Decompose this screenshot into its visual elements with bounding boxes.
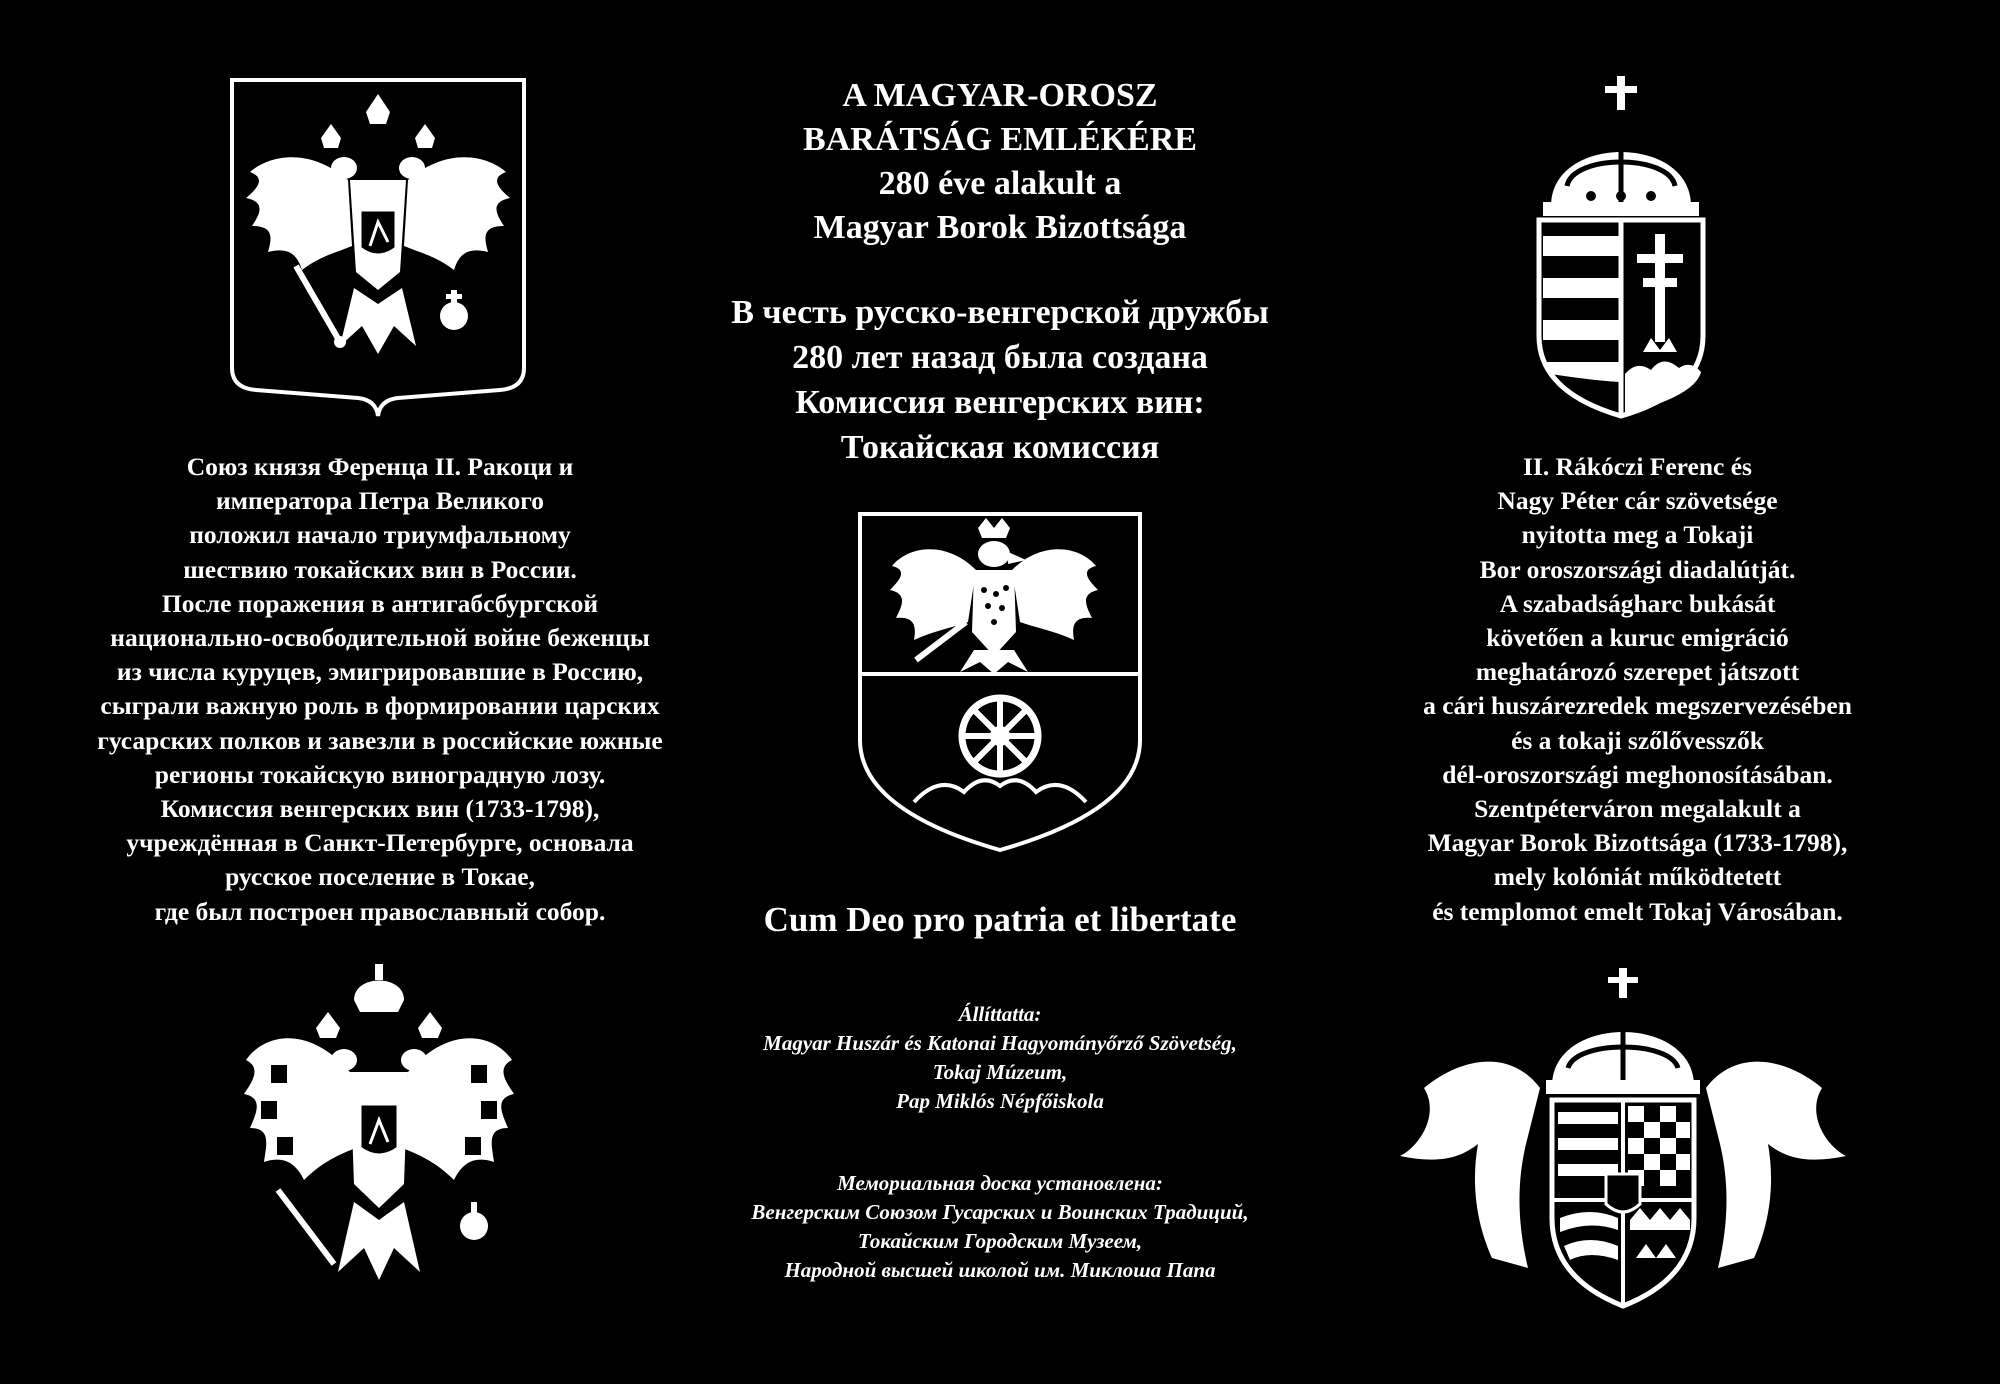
text-ru-line: императора Петра Великого (215, 486, 544, 516)
text-hu-line: és templomot emelt Tokaj Városában. (1432, 896, 1843, 926)
title-ru-line: В честь русско-венгерской дружбы (731, 294, 1269, 331)
text-hu-line: Magyar Borok Bizottsága (1733-1798), (1427, 828, 1848, 858)
russian-imperial-eagle-icon (238, 964, 520, 1308)
hungarian-coat-of-arms-icon (1533, 74, 1709, 420)
text-hu-line: Nagy Péter cár szövetsége (1497, 486, 1778, 516)
title-hu-line: 280 éve alakult a (878, 165, 1122, 202)
text-hu-line: és a tokaji szőlővesszők (1511, 725, 1764, 755)
title-ru-line: 280 лет назад была создана (792, 339, 1208, 376)
erected-hu-line: Magyar Huszár és Katonai Hagyományőrző Szövetség, (763, 1031, 1237, 1055)
motto-text: Cum Deo pro patria et libertate (763, 900, 1237, 939)
erected-hu-line: Állíttatta: (958, 1002, 1042, 1026)
text-ru-line: сыграли важную роль в формировании царских (100, 691, 660, 721)
erected-ru-line: Мемориальная доска установлена: (837, 1171, 1163, 1195)
text-hu-line: Szentpéterváron megalakult a (1474, 794, 1801, 824)
title-hu-line: Magyar Borok Bizottsága (813, 209, 1187, 246)
text-hu-line: mely kolóniát működtetett (1493, 862, 1782, 892)
text-hu-line: a cári huszárezredek megszervezésében (1423, 691, 1852, 721)
text-ru-line: учреждённая в Санкт-Петербурге, основала (126, 828, 634, 858)
erected-hu-line: Pap Miklós Népfőiskola (896, 1089, 1104, 1113)
body-text-hungarian (1365, 450, 1910, 929)
erected-hu-line: Tokaj Múzeum, (932, 1060, 1068, 1084)
text-hu-line: Bor oroszországi diadalútját. (1479, 554, 1796, 584)
title-russian (640, 290, 1360, 470)
erected-by-hungarian (700, 1000, 1300, 1116)
erected-ru-line: Венгерским Союзом Гусарских и Воинских Традиций, (751, 1200, 1249, 1224)
text-ru-line: гусарских полков и завезли в российские южные (97, 725, 663, 755)
text-hu-line: II. Rákóczi Ferenc és (1523, 452, 1752, 481)
russian-coat-of-arms-icon (228, 76, 528, 418)
hungarian-great-coat-of-arms-icon (1400, 968, 1846, 1314)
erected-ru-line: Токайским Городским Музеем, (857, 1229, 1143, 1253)
text-ru-line: регионы токайскую виноградную лозу. (154, 759, 606, 789)
text-hu-line: követően a kuruc emigráció (1486, 623, 1789, 653)
text-ru-line: русское поселение в Токае, (225, 862, 535, 892)
text-ru-line: Союз князя Ференца II. Ракоци и (186, 452, 574, 481)
text-ru-line: Комиссия венгерских вин (1733-1798), (160, 794, 600, 824)
text-ru-line: где был построен православный собор. (154, 896, 606, 926)
title-hu-line: BARÁTSÁG EMLÉKÉRE (803, 121, 1197, 158)
title-ru-line: Токайская комиссия (840, 429, 1160, 466)
motto (700, 898, 1300, 942)
text-ru-line: После поражения в антигабсбургской (161, 588, 599, 618)
text-hu-line: meghatározó szerepet játszott (1475, 657, 1800, 687)
text-ru-line: шествию токайских вин в России. (183, 554, 577, 584)
text-hu-line: A szabadságharc bukását (1499, 588, 1776, 618)
title-ru-line: Комиссия венгерских вин: (795, 384, 1205, 421)
title-hu-line: A MAGYAR-OROSZ (842, 77, 1158, 114)
text-ru-line: положил начало триумфальному (189, 520, 571, 550)
title-hungarian (660, 74, 1340, 250)
text-ru-line: из числа куруцев, эмигрировавшие в Россию, (116, 657, 644, 687)
text-ru-line: национально-освободительной войне беженцы (110, 623, 650, 653)
text-hu-line: nyitotta meg a Tokaji (1521, 520, 1754, 550)
text-hu-line: dél-oroszországi meghonosításában. (1442, 759, 1833, 789)
tokaj-coat-of-arms-icon (856, 510, 1144, 854)
erected-by-russian (700, 1169, 1300, 1285)
erected-ru-line: Народной высшей школой им. Миклоша Папа (784, 1258, 1216, 1282)
body-text-russian (60, 450, 700, 929)
